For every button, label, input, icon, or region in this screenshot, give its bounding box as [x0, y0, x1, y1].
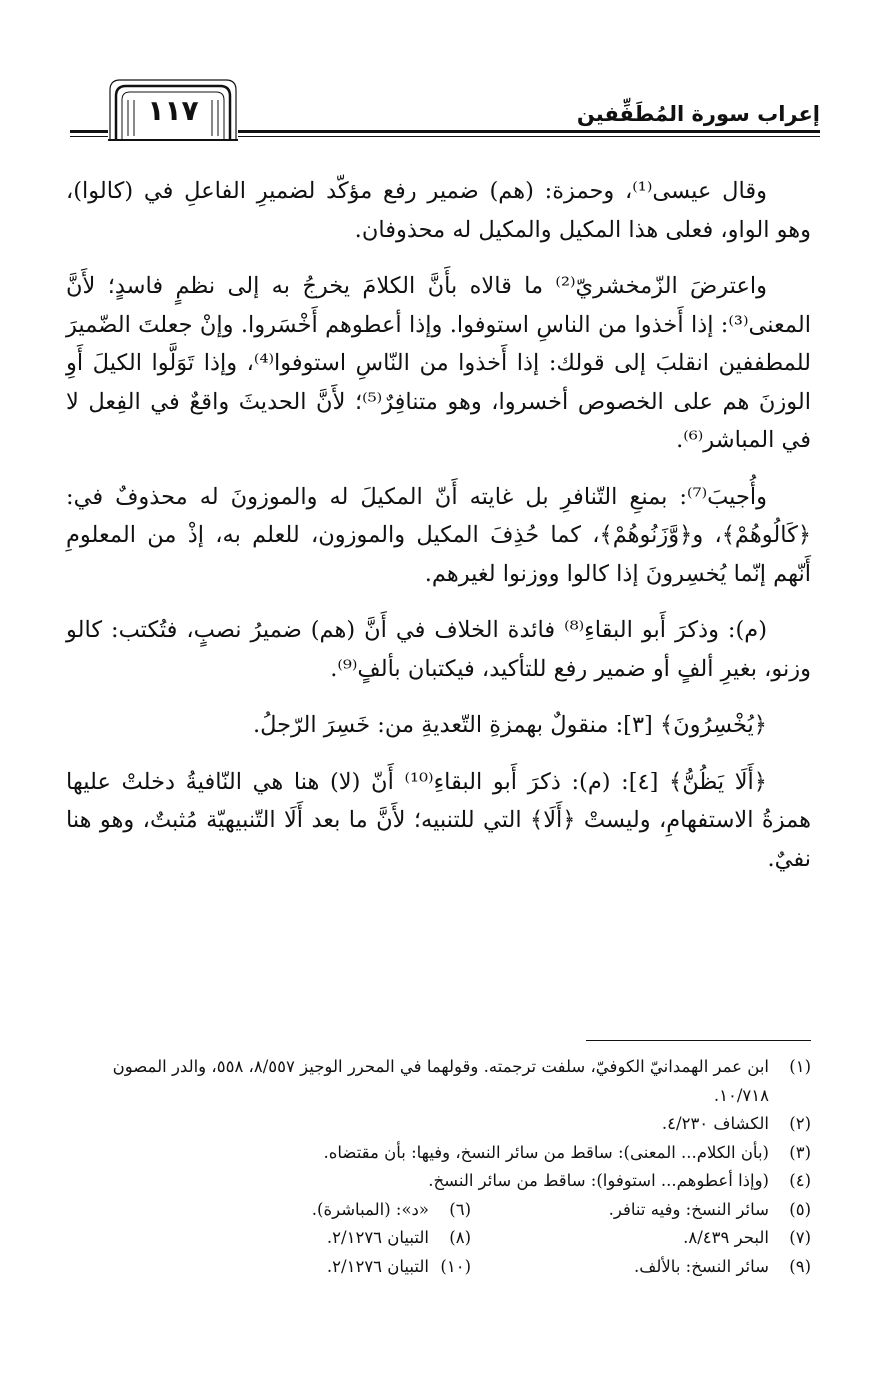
footnote-9 [471, 1253, 811, 1282]
footnote-text: (بأن الكلام... المعنى): ساقط من سائر النسخ، وفيها: بأن مقتضاه. [323, 1142, 769, 1162]
footnote-number: (٣) [789, 1142, 811, 1162]
footnote-text: سائر النسخ: وفيه تنافر. [608, 1199, 769, 1219]
footnote-5 [471, 1196, 811, 1225]
footnote-8 [131, 1224, 471, 1253]
footnote-1 [66, 1053, 811, 1110]
footnote-text: ابن عمر الهمدانيّ الكوفيّ، سلفت ترجمته. وقولهما في المحرر الوجيز ٨/٥٥٧، ٥٥٨، والدر المصون ١٠/٧١٨. [112, 1057, 769, 1105]
footnote-4 [66, 1167, 811, 1196]
paragraph-4: (م): وذكرَ أَبو البقاءِ⁽⁸⁾ فائدة الخلاف في أَنَّ (هم) ضميرُ نصبٍ، فتُكتب: كالو وزنو، بغيرِ ألفٍ أو ضمير رفع للتأكيد، فيكتبان بألفٍ⁽⁹⁾. [66, 617, 811, 682]
footnote-10 [131, 1253, 471, 1282]
footnote-text: «د»: (المباشرة). [311, 1199, 429, 1219]
paragraph-2: واعترضَ الزّمخشريّ⁽²⁾ ما قالاه بأَنَّ الكلامَ يخرجُ به إلى نظمٍ فاسدٍ؛ لأَنَّ المعنى⁽³⁾: إذا أَخذوا من الناسِ استوفوا. وإذا أعطوهم أَخْسَروا. وإنْ جعلتَ الضّميرَ للمطففين انقلبَ إلى قولك: إذا أَخذوا من النّاسِ استوفوا⁽⁴⁾، وإذا تَوَلَّوا الكيلَ أَوِ الوزنَ هم على الخصوص أخسروا، وهو متنافِرٌ⁽⁵⁾؛ لأَنَّ الحديثَ واقعٌ في الفِعل لا في المباشر⁽⁶⁾. [66, 273, 811, 453]
paragraph-1: وقال عيسى⁽¹⁾، وحمزة: (هم) ضمير رفع مؤكّد لضميرِ الفاعلِ في (كالوا)، وهو الواو، فعلى هذا المكيل والمكيل له محذوفان. [66, 178, 811, 243]
page-header [60, 78, 820, 148]
footnote-number: (٧) [789, 1228, 811, 1247]
footnote-2 [66, 1110, 811, 1139]
footnote-3 [66, 1139, 811, 1168]
footnote-text: (وإذا أعطوهم... استوفوا): ساقط من سائر النسخ. [428, 1171, 769, 1190]
paragraph-5: ﴿يُخْسِرُونَ﴾ [٣]: منقولٌ بهمزةِ التّعديةِ من: خَسِرَ الرّجلُ. [252, 712, 767, 738]
footnote-number: (٦) [449, 1199, 471, 1219]
paragraph-6: ﴿أَلَا يَظُنُّ﴾ [٤]: (م): ذكرَ أَبو البقاءِ⁽¹⁰⁾ أَنّ (لا) هنا هي النّافيةُ دخلتْ عليها همزةُ الاستفهامِ، وليستْ ﴿أَلَا﴾ التي للتنبيه؛ لأَنَّ ما بعد أَلَا التّنبيهيّة مُثبتٌ، وهو هنا نفيٌ. [66, 768, 811, 872]
footnote-number: (٥) [789, 1199, 811, 1219]
footnote-text: التبيان ٢/١٢٧٦. [326, 1256, 429, 1276]
footnote-row-7-8 [66, 1224, 811, 1253]
page-number: ١١٧ [147, 94, 199, 127]
footnote-text: الكشاف ٤/٢٣٠. [661, 1114, 769, 1133]
footnote-6 [131, 1196, 471, 1225]
paragraph-3: وأُجيبَ⁽⁷⁾: بمنعِ التّنافرِ بل غايته أَنّ المكيلَ له والموزونَ له محذوفٌ في: ﴿كَالُوهُمْ﴾، و﴿وَّزَنُوهُمْ﴾، كما حُذِفَ المكيل والموزون، للعلم به، إذْ من المعلومِ أَنّهم إنّما يُخسِرونَ إذا كالوا ووزنوا لغيرهم. [66, 483, 811, 587]
footnote-separator [586, 1040, 811, 1041]
footnote-number: (٨) [449, 1228, 471, 1247]
page-number-frame [108, 78, 238, 144]
footnote-number: (٩) [789, 1256, 811, 1276]
main-text [66, 172, 811, 896]
footnote-text: سائر النسخ: بالألف. [634, 1256, 769, 1276]
footnote-text: التبيان ٢/١٢٧٦. [326, 1228, 429, 1247]
footnote-row-5-6 [66, 1196, 811, 1225]
footnote-7 [471, 1224, 811, 1253]
footnote-number: (٤) [789, 1171, 811, 1190]
running-title: إعراب سورة المُطَفِّفين [576, 102, 820, 126]
footnotes [66, 1053, 811, 1281]
footnote-number: (١٠) [440, 1256, 471, 1276]
footnote-number: (١) [789, 1057, 811, 1076]
footnote-number: (٢) [789, 1114, 811, 1133]
footnote-row-9-10 [66, 1253, 811, 1282]
footnote-text: البحر ٨/٤٣٩. [683, 1228, 769, 1247]
